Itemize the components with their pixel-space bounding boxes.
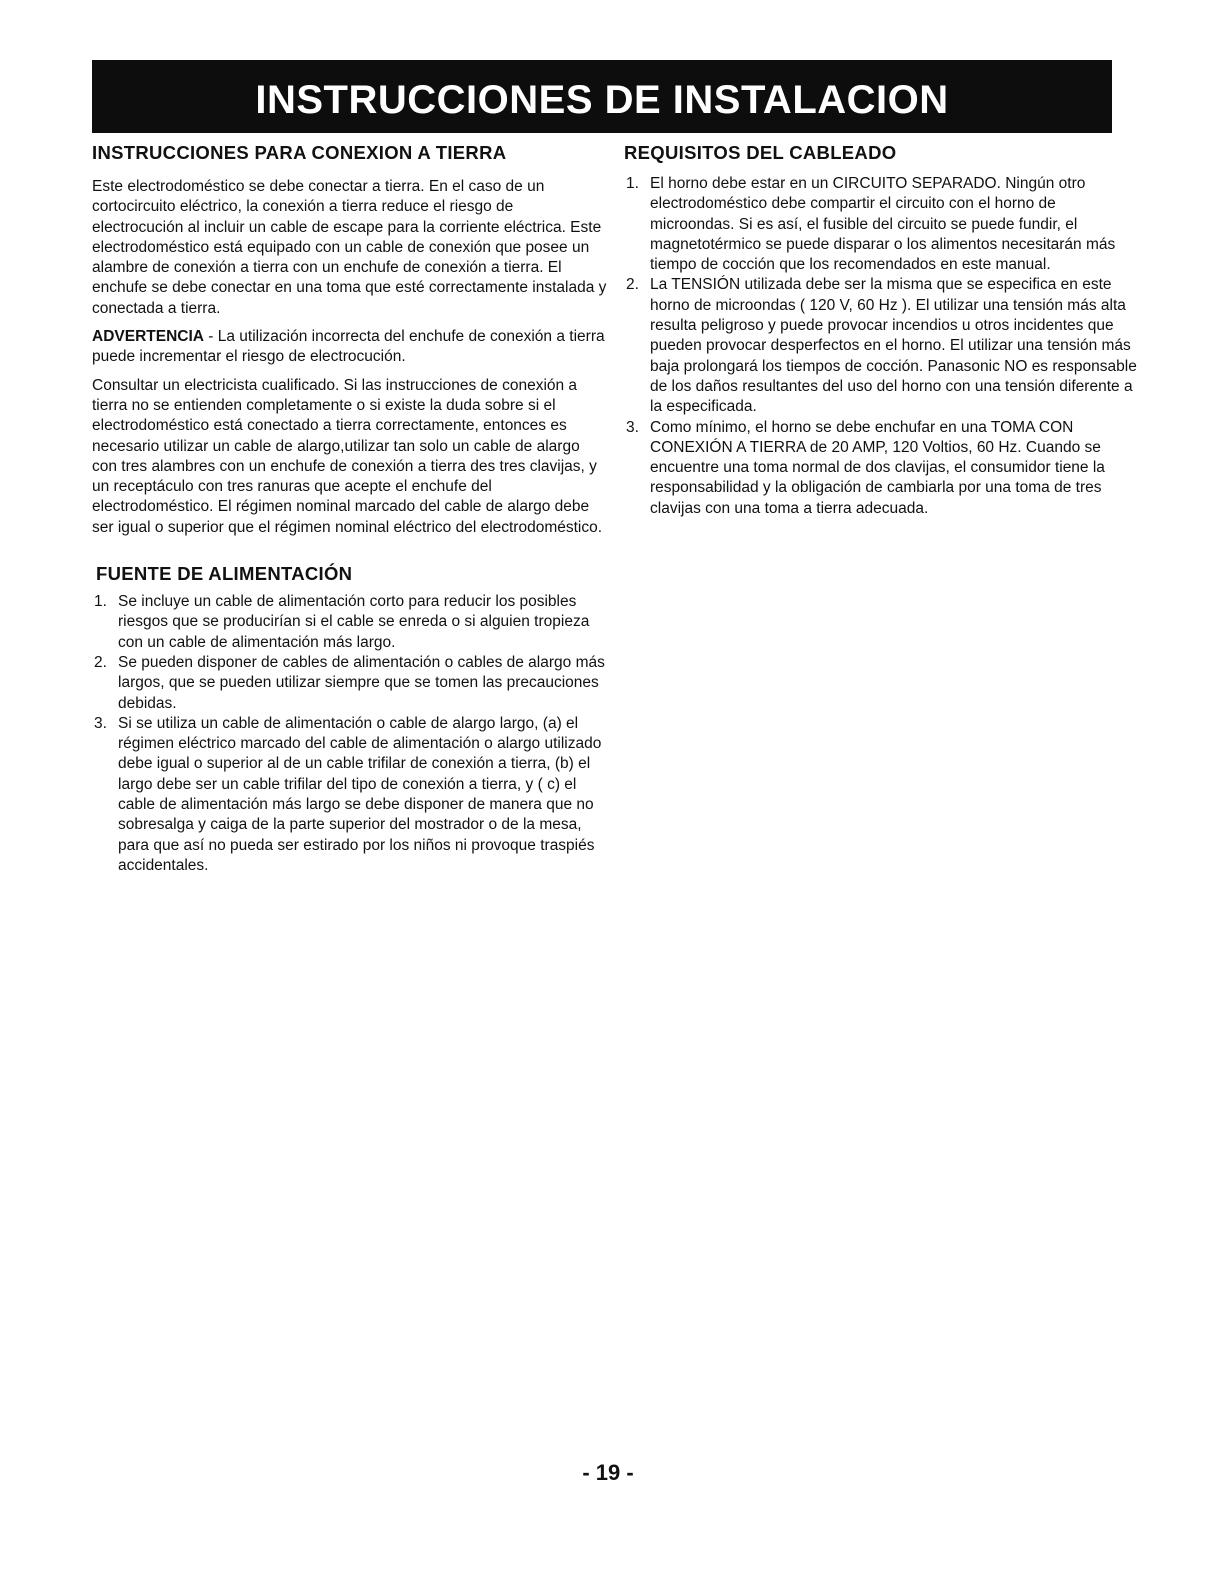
list-item-number: 3. <box>626 418 639 436</box>
warning-paragraph <box>92 327 608 368</box>
list-item-number: 2. <box>94 653 107 671</box>
page-number: - 19 - <box>582 1460 634 1485</box>
page-title: INSTRUCCIONES DE INSTALACION <box>255 78 949 122</box>
section-heading-fuente: FUENTE DE ALIMENTACIÓN <box>96 563 353 585</box>
warning-text: - La utilización incorrecta del enchufe de conexión a tierra puede incrementar el riesgo de electrocución. <box>92 328 605 366</box>
left-column <box>92 141 608 876</box>
list-item <box>624 418 1140 519</box>
list-item-text: Se incluye un cable de alimentación corto para reducir los posibles riesgos que se producirían si el cable se enreda o si alguien tropieza con un cable de alimentación más largo. <box>118 593 590 651</box>
list-item-text: Como mínimo, el horno se debe enchufar en una TOMA CON CONEXIÓN A TIERRA de 20 AMP, 120 Voltios, 60 Hz. Cuando se encuentre una toma normal de dos clavijas, el consumidor tiene la responsabilidad y la obligación de cambiarla por una toma de tres clavijas con una toma a tierra adecuada. <box>650 418 1105 517</box>
paragraph-electricista: Consultar un electricista cualificado. Si las instrucciones de conexión a tierra no se entienden completamente o si existe la duda sobre si el electrodoméstico está conectado a tierra correctamente, entonces es necesario utilizar un cable de alargo,utilizar tan solo un cable de alargo con tres alambres con un enchufe de conexión a tierra des tres clavijas, y un receptáculo con tres ranuras que acepte el enchufe del electrodoméstico. El régimen nominal marcado del cable de alargo debe ser igual o superior que el régimen nominal eléctrico del electrodoméstico. <box>92 376 603 536</box>
list-item <box>624 174 1140 275</box>
list-item-number: 3. <box>94 714 107 732</box>
list-item-text: La TENSIÓN utilizada debe ser la misma que se especifica en este horno de microondas ( 120 V, 60 Hz ). El utilizar una tensión más alta resulta peligroso y puede provocar incendios u otros incidentes que pueden provocar desperfectos en el horno. El utilizar una tensión más baja prolongará los tiempos de cocción. Panasonic NO es responsable de los daños resultantes del uso del horno con una tensión diferente a la especificada. <box>650 276 1137 416</box>
list-item <box>92 592 608 653</box>
paragraph-tierra-intro: Este electrodoméstico se debe conectar a tierra. En el caso de un cortocircuito eléctrico, la conexión a tierra reduce el riesgo de electrocución al incluir un cable de escape para la corriente eléctrica. Este electrodoméstico está equipado con un cable de conexión que posee un alambre de conexión a tierra con un enchufe de conexión a tierra. El enchufe se debe conectar en una toma que esté correctamente instalada y conectada a tierra. <box>92 178 607 317</box>
section-heading-tierra: INSTRUCCIONES PARA CONEXION A TIERRA <box>92 142 507 163</box>
warning-label: ADVERTENCIA <box>92 328 204 346</box>
requisitos-list <box>624 174 1140 519</box>
right-column <box>624 141 1140 519</box>
list-item-text: Si se utiliza un cable de alimentación o cable de alargo largo, (a) el régimen eléctrico marcado del cable de alimentación o alargo utilizado debe igual o superior al de un cable trifilar de conexión a tierra, (b) el largo debe ser un cable trifilar del tipo de conexión a tierra, y ( c) el cable de alimentación más largo se debe disponer de manera que no sobresalga y caiga de la parte superior del mostrador o de la mesa, para que así no pueda ser estirado por los niños ni provoque traspiés accidentales. <box>118 714 602 874</box>
list-item-text: El horno debe estar en un CIRCUITO SEPARADO. Ningún otro electrodoméstico debe compartir el circuito con el horno de microondas. Si es así, el fusible del circuito se puede fundir, el magnetotérmico se puede disparar o los alimentos necesitarán más tiempo de cocción que los recomendados en este manual. <box>650 175 1116 274</box>
list-item <box>92 714 608 876</box>
fuente-list <box>92 592 608 876</box>
list-item <box>624 275 1140 417</box>
list-item <box>92 653 608 714</box>
list-item-number: 2. <box>626 276 639 294</box>
section-heading-requisitos: REQUISITOS DEL CABLEADO <box>624 142 897 163</box>
list-item-number: 1. <box>626 175 639 192</box>
list-item-text: Se pueden disponer de cables de alimentación o cables de alargo más largos, que se pueden utilizar siempre que se tomen las precauciones debidas. <box>118 653 605 712</box>
list-item-number: 1. <box>94 593 107 611</box>
page-title-bar <box>92 60 1112 133</box>
